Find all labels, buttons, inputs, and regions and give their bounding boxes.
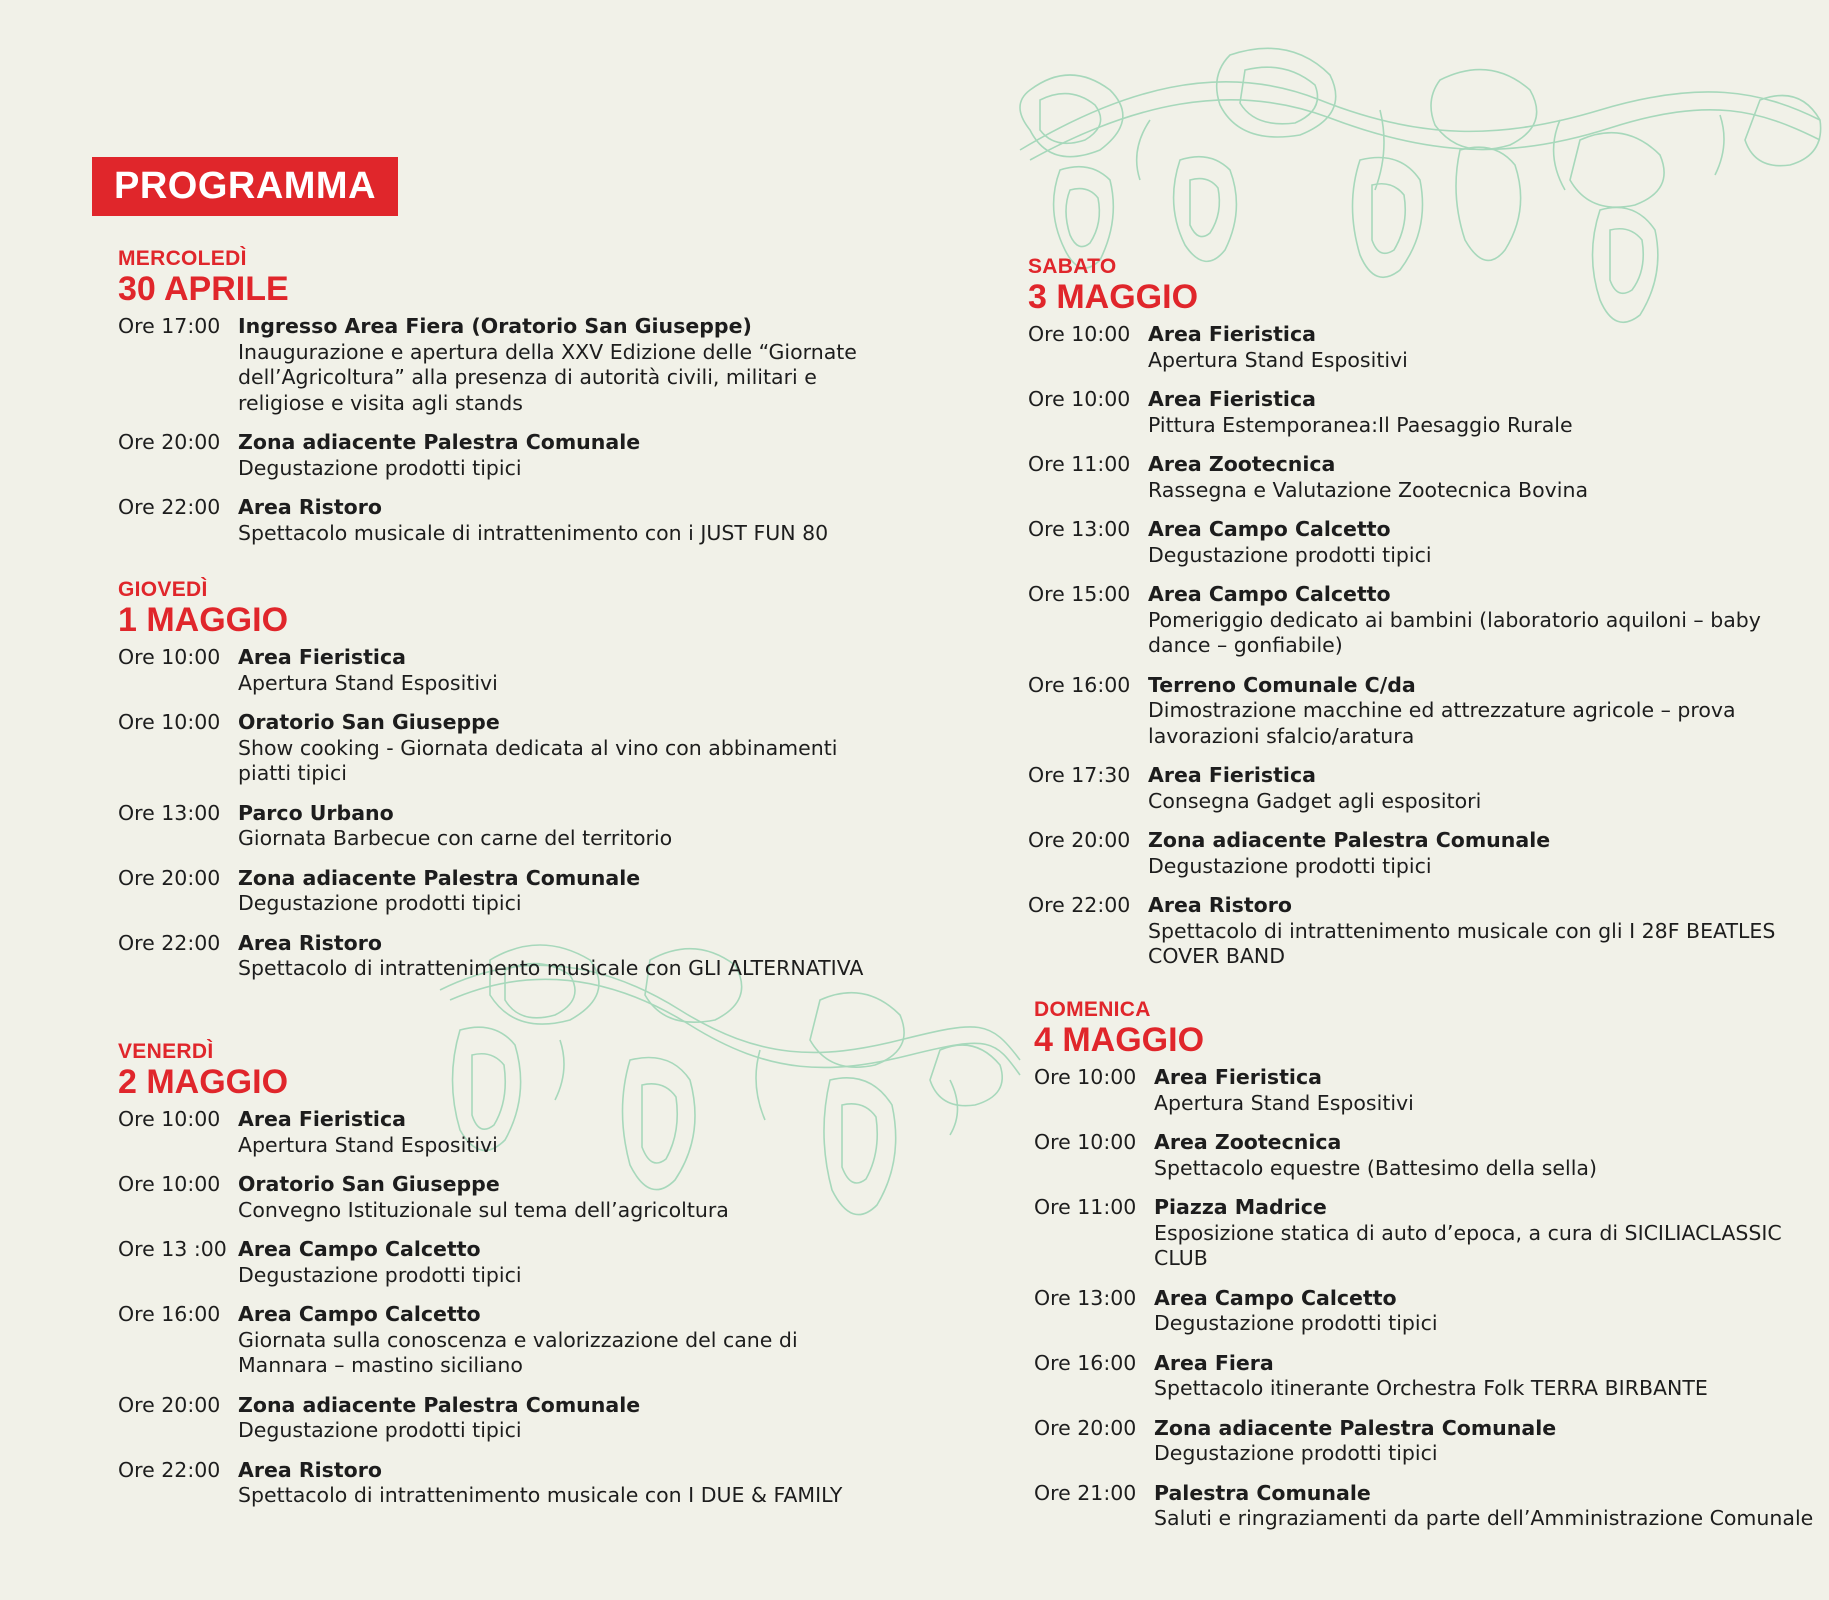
event-description: Degustazione prodotti tipici: [238, 455, 522, 480]
event-description: Apertura Stand Espositivi: [1154, 1090, 1414, 1115]
event-description: Esposizione statica di auto d’epoca, a cura di SICILIACLASSIC CLUB: [1154, 1220, 1782, 1270]
event-place: Palestra Comunale: [1154, 1480, 1371, 1505]
event-description: Spettacolo itinerante Orchestra Folk TERRA BIRBANTE: [1154, 1376, 1708, 1400]
event-row: [118, 866, 888, 917]
event-description: Spettacolo equestre (Battesimo della sella): [1154, 1155, 1597, 1180]
event-body: [1154, 1416, 1824, 1467]
event-place: Zona adiacente Palestra Comunale: [238, 430, 641, 454]
event-time: Ore 20:00: [1028, 828, 1131, 852]
event-time: Ore 20:00: [118, 430, 221, 454]
event-body: [238, 1393, 888, 1444]
event-row: [118, 931, 888, 982]
event-row: [1034, 1351, 1824, 1402]
event-body: [1148, 387, 1818, 438]
event-body: [1154, 1195, 1824, 1272]
event-row: [1034, 1130, 1824, 1181]
event-description: Spettacolo di intrattenimento musicale con gli I 28F BEATLES COVER BAND: [1148, 918, 1776, 968]
event-row: [118, 430, 888, 481]
event-body: [1148, 322, 1818, 373]
event-place: Area Campo Calcetto: [1154, 1285, 1397, 1310]
event-place: Area Fieristica: [1148, 387, 1316, 411]
event-row: [118, 801, 888, 852]
event-place: Area Ristoro: [238, 1457, 382, 1482]
event-description: Spettacolo di intrattenimento musicale con GLI ALTERNATIVA: [238, 956, 864, 980]
event-description: Apertura Stand Espositivi: [238, 1132, 498, 1157]
event-place: Area Zootecnica: [1154, 1130, 1342, 1154]
event-description: Giornata sulla conoscenza e valorizzazione del cane di Mannara – mastino siciliano: [238, 1327, 798, 1377]
event-body: [1148, 582, 1818, 659]
day-section: [118, 248, 888, 560]
event-place: Area Fiera: [1154, 1350, 1274, 1375]
event-time: Ore 10:00: [118, 1172, 221, 1196]
event-time: Ore 10:00: [1028, 387, 1131, 411]
day-name: DOMENICA: [1034, 998, 1151, 1021]
event-description: Dimostrazione macchine ed attrezzature agricole – prova lavorazioni sfalcio/aratura: [1148, 698, 1736, 748]
event-time: Ore 10:00: [118, 710, 221, 734]
event-body: [1148, 452, 1818, 503]
event-place: Area Fieristica: [1148, 763, 1316, 787]
event-body: [238, 710, 888, 787]
event-place: Parco Urbano: [238, 800, 394, 825]
event-row: [1028, 893, 1818, 970]
day-name: GIOVEDÌ: [118, 578, 208, 601]
event-body: [238, 430, 888, 481]
event-place: Area Campo Calcetto: [238, 1237, 481, 1261]
event-place: Area Campo Calcetto: [1148, 517, 1391, 541]
event-time: Ore 13 :00: [118, 1237, 227, 1261]
event-body: [1148, 517, 1818, 568]
day-date: 2 MAGGIO: [118, 1063, 289, 1101]
event-place: Ingresso Area Fiera (Oratorio San Giuseppe): [238, 314, 752, 338]
event-body: [238, 931, 888, 982]
event-row: [1034, 1481, 1824, 1532]
event-description: Inaugurazione e apertura della XXV Edizione delle “Giornate dell’Agricoltura” alla presenza di autorità civili, militari e religiose e visita agli stands: [238, 339, 857, 415]
event-body: [1154, 1130, 1824, 1181]
event-time: Ore 10:00: [1034, 1065, 1137, 1089]
day-name: SABATO: [1028, 255, 1117, 278]
event-time: Ore 22:00: [118, 495, 221, 519]
programma-title: PROGRAMMA: [92, 157, 398, 216]
event-body: [1154, 1065, 1824, 1116]
event-body: [238, 1172, 888, 1223]
event-place: Zona adiacente Palestra Comunale: [1148, 828, 1551, 852]
event-body: [1148, 893, 1818, 970]
event-time: Ore 15:00: [1028, 582, 1131, 606]
event-place: Area Fieristica: [238, 645, 406, 669]
event-place: Oratorio San Giuseppe: [238, 1172, 500, 1196]
event-description: Spettacolo musicale di intrattenimento con i JUST FUN 80: [238, 520, 829, 545]
event-place: Area Ristoro: [238, 930, 382, 955]
event-body: [238, 1237, 888, 1288]
event-description: Degustazione prodotti tipici: [238, 891, 522, 915]
event-place: Area Ristoro: [238, 495, 382, 519]
day-name: VENERDÌ: [118, 1040, 214, 1063]
event-row: [1028, 763, 1818, 814]
event-row: [1028, 673, 1818, 750]
event-body: [238, 314, 888, 416]
event-body: [1154, 1286, 1824, 1337]
event-row: [1028, 517, 1818, 568]
event-description: Show cooking - Giornata dedicata al vino con abbinamenti piatti tipici: [238, 735, 838, 785]
event-row: [1028, 582, 1818, 659]
event-row: [118, 1237, 888, 1288]
event-description: Pomeriggio dedicato ai bambini (laboratorio aquiloni – baby dance – gonfiabile): [1148, 607, 1761, 657]
day-section: [118, 579, 888, 996]
event-description: Degustazione prodotti tipici: [1148, 853, 1432, 878]
event-row: [118, 1172, 888, 1223]
event-time: Ore 16:00: [1028, 672, 1131, 697]
event-body: [238, 1302, 888, 1379]
event-time: Ore 11:00: [1028, 452, 1131, 476]
event-row: [1034, 1195, 1824, 1272]
event-body: [1154, 1481, 1824, 1532]
event-time: Ore 10:00: [118, 645, 221, 669]
event-place: Area Zootecnica: [1148, 452, 1336, 476]
event-place: Area Fieristica: [238, 1107, 406, 1131]
event-row: [118, 1393, 888, 1444]
event-body: [1148, 828, 1818, 879]
event-row: [1028, 828, 1818, 879]
event-place: Area Campo Calcetto: [238, 1302, 481, 1326]
event-time: Ore 22:00: [118, 930, 221, 955]
event-place: Area Fieristica: [1148, 322, 1316, 346]
event-time: Ore 13:00: [1034, 1285, 1137, 1310]
event-description: Convegno Istituzionale sul tema dell’agricoltura: [238, 1197, 729, 1222]
event-time: Ore 13:00: [118, 800, 221, 825]
event-body: [1154, 1351, 1824, 1402]
day-section: [1028, 256, 1818, 984]
event-time: Ore 22:00: [1028, 893, 1131, 917]
event-body: [1148, 673, 1818, 750]
event-row: [118, 1458, 888, 1509]
day-section: [1034, 999, 1824, 1546]
day-date: 4 MAGGIO: [1034, 1021, 1205, 1059]
event-body: [1148, 763, 1818, 814]
event-time: Ore 22:00: [118, 1457, 221, 1482]
event-row: [118, 1107, 888, 1158]
event-body: [238, 1458, 888, 1509]
day-name: MERCOLEDÌ: [118, 247, 247, 270]
event-place: Piazza Madrice: [1154, 1195, 1327, 1219]
event-row: [1028, 387, 1818, 438]
event-time: Ore 16:00: [1034, 1350, 1137, 1375]
event-body: [238, 645, 888, 696]
event-place: Area Fieristica: [1154, 1065, 1322, 1089]
event-time: Ore 10:00: [118, 1107, 221, 1131]
event-description: Giornata Barbecue con carne del territorio: [238, 826, 673, 850]
event-row: [118, 645, 888, 696]
event-body: [238, 801, 888, 852]
event-row: [1034, 1286, 1824, 1337]
event-description: Pittura Estemporanea:Il Paesaggio Rurale: [1148, 412, 1573, 437]
event-place: Zona adiacente Palestra Comunale: [238, 865, 641, 890]
event-description: Degustazione prodotti tipici: [1154, 1441, 1438, 1465]
event-row: [1034, 1416, 1824, 1467]
event-time: Ore 20:00: [118, 865, 221, 890]
day-section: [118, 1041, 888, 1523]
event-row: [118, 710, 888, 787]
event-time: Ore 20:00: [118, 1392, 221, 1417]
event-time: Ore 17:00: [118, 314, 221, 338]
event-place: Zona adiacente Palestra Comunale: [1154, 1415, 1557, 1440]
event-row: [118, 314, 888, 416]
event-row: [1028, 452, 1818, 503]
event-row: [118, 1302, 888, 1379]
event-description: Degustazione prodotti tipici: [1148, 542, 1432, 567]
event-description: Spettacolo di intrattenimento musicale con I DUE & FAMILY: [238, 1483, 843, 1507]
event-description: Saluti e ringraziamenti da parte dell’Amministrazione Comunale: [1154, 1506, 1814, 1530]
event-row: [118, 495, 888, 546]
event-place: Oratorio San Giuseppe: [238, 710, 500, 734]
event-time: Ore 16:00: [118, 1302, 221, 1326]
day-date: 30 APRILE: [118, 270, 289, 308]
event-place: Zona adiacente Palestra Comunale: [238, 1392, 641, 1417]
event-time: Ore 17:30: [1028, 763, 1131, 787]
event-place: Area Campo Calcetto: [1148, 582, 1391, 606]
event-row: [1028, 322, 1818, 373]
event-place: Terreno Comunale C/da: [1148, 672, 1416, 697]
event-description: Degustazione prodotti tipici: [238, 1262, 522, 1287]
day-date: 3 MAGGIO: [1028, 278, 1199, 316]
event-time: Ore 20:00: [1034, 1415, 1137, 1440]
event-description: Degustazione prodotti tipici: [1154, 1311, 1438, 1335]
event-time: Ore 10:00: [1028, 322, 1131, 346]
event-time: Ore 11:00: [1034, 1195, 1137, 1219]
event-body: [238, 495, 888, 546]
day-date: 1 MAGGIO: [118, 601, 289, 639]
event-time: Ore 13:00: [1028, 517, 1131, 541]
event-time: Ore 21:00: [1034, 1480, 1137, 1505]
event-description: Rassegna e Valutazione Zootecnica Bovina: [1148, 477, 1589, 502]
event-place: Area Ristoro: [1148, 893, 1292, 917]
event-row: [1034, 1065, 1824, 1116]
event-time: Ore 10:00: [1034, 1130, 1137, 1154]
event-description: Consegna Gadget agli espositori: [1148, 788, 1482, 813]
event-body: [238, 866, 888, 917]
event-description: Apertura Stand Espositivi: [238, 670, 498, 695]
event-description: Apertura Stand Espositivi: [1148, 347, 1408, 372]
event-body: [238, 1107, 888, 1158]
event-description: Degustazione prodotti tipici: [238, 1418, 522, 1442]
